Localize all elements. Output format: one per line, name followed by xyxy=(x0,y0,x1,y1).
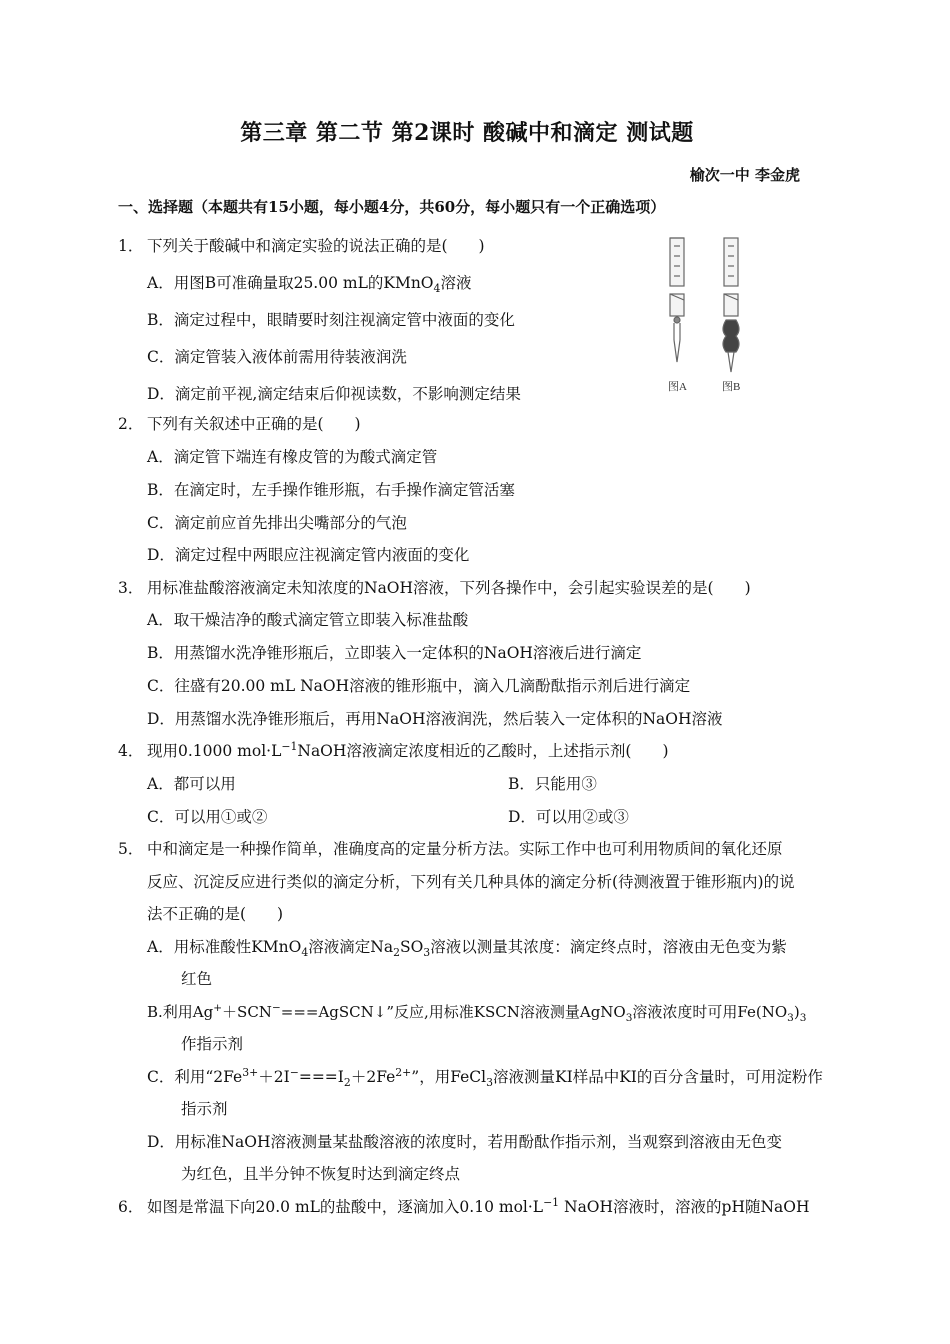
option-a-continued: 红色 xyxy=(181,970,213,988)
option-d: D．用标准NaOH溶液测量某盐酸溶液的浓度时，若用酚酞作指示剂，当观察到溶液由无色变 xyxy=(147,1133,782,1151)
page-title: 第三章 第二节 第2课时 酸碱中和滴定 测试题 xyxy=(240,120,694,146)
question-number: 5． xyxy=(118,840,144,858)
question-stem: 用标准盐酸溶液滴定未知浓度的NaOH溶液，下列各操作中，会引起实验误差的是( ) xyxy=(147,579,751,597)
option-b: B．在滴定时，左手操作锥形瓶，右手操作滴定管活塞 xyxy=(147,481,515,499)
question-stem: 法不正确的是( ) xyxy=(147,905,284,923)
option-b: B．只能用③ xyxy=(508,775,597,793)
question-number: 1． xyxy=(118,237,144,255)
option-d: D．可以用②或③ xyxy=(508,808,629,826)
option-a: A．用标准酸性KMnO$_4$溶液滴定$Na_2SO_3$溶液以测量其浓度：滴定终点时，溶液由无色变为紫 xyxy=(147,938,787,960)
question-stem: 现用0.1000 $mol\cdot L^{-1}NaOH$溶液滴定浓度相近的乙酸时，上述指示剂( ) xyxy=(147,739,669,760)
option-b: B.利用Ag+＋SCN−===AgSCN↓”反应,用标准KSCN溶液测量AgNO$_3$溶液浓度时可用$Fe(NO_3)_3$ xyxy=(147,1002,807,1024)
option-d: D．用蒸馏水洗净锥形瓶后，再用NaOH溶液润洗，然后装入一定体积的NaOH溶液 xyxy=(147,710,723,728)
option-c: C．往盛有20.00 mL NaOH溶液的锥形瓶中，滴入几滴酚酞指示剂后进行滴定 xyxy=(147,677,691,695)
option-c: C．滴定前应首先排出尖嘴部分的气泡 xyxy=(147,514,407,532)
option-a: A．取干燥洁净的酸式滴定管立即装入标准盐酸 xyxy=(147,611,469,629)
question-stem: 下列有关叙述中正确的是( ) xyxy=(147,415,361,433)
question-number: 3． xyxy=(118,579,144,597)
option-d: D．滴定过程中两眼应注视滴定管内液面的变化 xyxy=(147,546,470,564)
burette-figure xyxy=(660,232,760,397)
question-number: 2． xyxy=(118,415,144,433)
question-number: 6． xyxy=(118,1198,144,1216)
section-heading: 一、选择题（本题共有15小题，每小题4分，共60分，每小题只有一个正确选项） xyxy=(118,198,666,216)
option-a: A．都可以用 xyxy=(147,775,236,793)
question-stem: 中和滴定是一种操作简单，准确度高的定量分析方法。实际工作中也可利用物质间的氧化还原 xyxy=(147,840,783,858)
option-d: D．滴定前平视,滴定结束后仰视读数，不影响测定结果 xyxy=(147,385,521,403)
author: 榆次一中 李金虎 xyxy=(689,166,800,184)
option-c: C．滴定管装入液体前需用待装液润洗 xyxy=(147,348,407,366)
option-a: A．用图B可准确量取25.00 mL的KMnO$_4$溶液 xyxy=(147,274,472,296)
burette-b xyxy=(723,238,739,372)
option-b: B．用蒸馏水洗净锥形瓶后，立即装入一定体积的NaOH溶液后进行滴定 xyxy=(147,644,642,662)
figure-label-a: 图A xyxy=(668,381,687,393)
question-stem: 反应、沉淀反应进行类似的滴定分析，下列有关几种具体的滴定分析(待测液置于锥形瓶内)的说 xyxy=(147,873,795,891)
question-stem: 如图是常温下向20.0 mL的盐酸中，逐滴加入0.10 $mol\cdot L^{-1}$ NaOH溶液时，溶液的pH随NaOH xyxy=(147,1195,810,1216)
option-a: A．滴定管下端连有橡皮管的为酸式滴定管 xyxy=(147,448,438,466)
option-c-continued: 指示剂 xyxy=(181,1100,228,1118)
question-stem: 下列关于酸碱中和滴定实验的说法正确的是( ) xyxy=(147,237,485,255)
option-b: B．滴定过程中，眼睛要时刻注视滴定管中液面的变化 xyxy=(147,311,515,329)
option-d-continued: 为红色，且半分钟不恢复时达到滴定终点 xyxy=(181,1165,461,1183)
question-number: 4． xyxy=(118,742,144,760)
option-c: C．可以用①或② xyxy=(147,808,268,826)
figure-label-b: 图B xyxy=(722,381,741,393)
option-b-continued: 作指示剂 xyxy=(181,1035,244,1053)
option-c: C．利用“$2Fe^{3+}+2I^-===I_2+2Fe^{2+}$”，用FeCl$_3$溶液测量KI样品中KI的百分含量时，可用淀粉作 xyxy=(147,1065,823,1090)
burette-a xyxy=(670,238,684,362)
